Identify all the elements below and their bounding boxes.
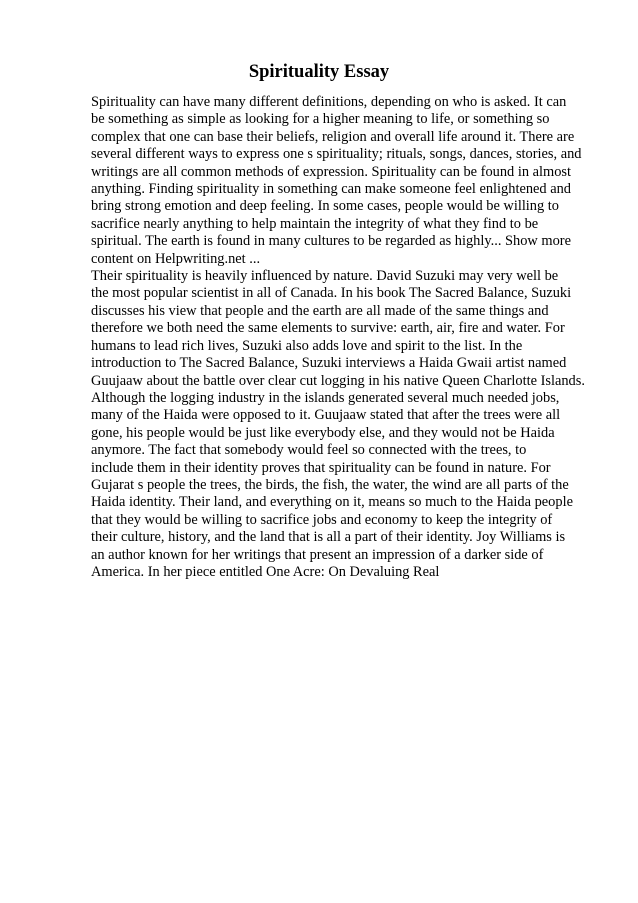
text-line: the most popular scientist in all of Canada. In his book The Sacred Balance, Suzuki — [91, 285, 572, 302]
text-line: therefore we both need the same elements to survive: earth, air, fire and water. For — [91, 320, 565, 337]
text-line: be something as simple as looking for a higher meaning to life, or something so — [91, 111, 550, 128]
page-title: Spirituality Essay — [248, 62, 390, 82]
text-line: spiritual. The earth is found in many cultures to be regarded as highly... Show more — [91, 233, 571, 250]
text-line: anything. Finding spirituality in something can make someone feel enlightened and — [91, 181, 571, 198]
text-line: gone, his people would be just like everybody else, and they would not be Haida — [91, 424, 555, 441]
text-line: Haida identity. Their land, and everything on it, means so much to the Haida people — [91, 494, 573, 511]
text-line: writings are all common methods of expression. Spirituality can be found in almost — [91, 163, 571, 180]
text-line: America. In her piece entitled One Acre: On Devaluing Real — [91, 563, 440, 580]
essay-body — [91, 94, 603, 581]
text-line: introduction to The Sacred Balance, Suzuki interviews a Haida Gwaii artist named — [91, 355, 567, 372]
text-line: Spirituality can have many different definitions, depending on who is asked. It can — [91, 94, 567, 110]
text-line: Gujarat s people the trees, the birds, the fish, the water, the wind are all parts of the — [91, 476, 569, 493]
text-line: include them in their identity proves that spirituality can be found in nature. For — [91, 459, 551, 476]
text-line: humans to lead rich lives, Suzuki also adds love and spirit to the list. In the — [91, 337, 523, 354]
text-line: discusses his view that people and the earth are all made of the same things and — [91, 302, 549, 319]
text-line: complex that one can base their beliefs, religion and overall life around it. There are — [91, 128, 575, 145]
text-line: bring strong emotion and deep feeling. In some cases, people would be willing to — [91, 198, 559, 215]
text-line: their culture, history, and the land that is all a part of their identity. Joy Williams is — [91, 529, 566, 546]
text-line: sacrifice nearly anything to help maintain the integrity of what they find to be — [91, 215, 539, 232]
text-line: that they would be willing to sacrifice jobs and economy to keep the integrity of — [91, 511, 553, 528]
text-line: Guujaaw about the battle over clear cut logging in his native Queen Charlotte Islands. — [91, 372, 585, 389]
text-line: content on Helpwriting.net ... — [91, 250, 261, 267]
text-line: many of the Haida were opposed to it. Guujaaw stated that after the trees were all — [91, 407, 561, 424]
text-line: an author known for her writings that present an impression of a darker side of — [91, 546, 544, 563]
text-line: Although the logging industry in the islands generated several much needed jobs, — [91, 389, 560, 406]
text-line: Their spirituality is heavily influenced by nature. David Suzuki may very well be — [91, 268, 559, 285]
text-line: anymore. The fact that somebody would feel so connected with the trees, to — [91, 442, 527, 459]
text-line: several different ways to express one s spirituality; rituals, songs, dances, stories, and — [91, 146, 582, 163]
